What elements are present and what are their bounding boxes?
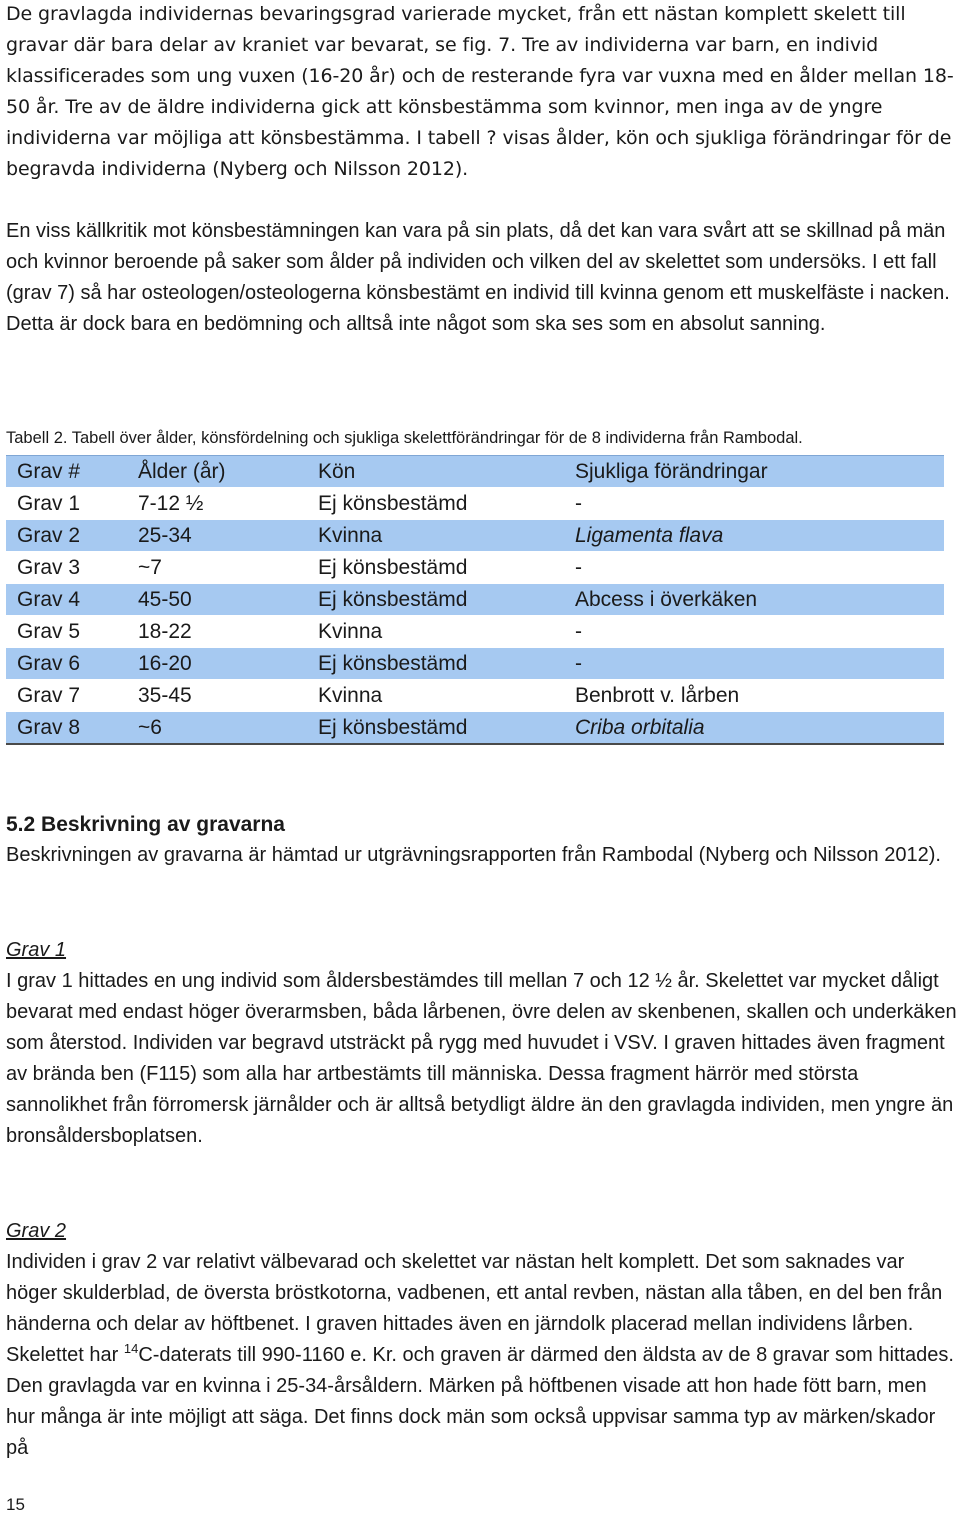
grave-table (6, 455, 944, 745)
table-cell: 16-20 (127, 648, 307, 680)
grav2-text (6, 1247, 958, 1464)
header-cell: Sjukliga förändringar (564, 456, 944, 488)
table-cell: - (564, 648, 944, 680)
paragraph-preservation: De gravlagda individernas bevaringsgrad varierade mycket, från ett nästan komplett skelett till gravar där bara delar av kraniet var bevarat, se fig. 7. Tre av individerna var barn, en individ klassificerades som ung vuxen (16-20 år) och de resterande fyra var vuxna med en ålder mellan 18-50 år. Tre av de äldre individerna gick att könsbestämma som kvinnor, men inga av de yngre individerna var möjliga att könsbestämma. I tabell ? visas ålder, kön och sjukliga förändringar för de begravda individerna (Nyberg och Nilsson 2012). (6, 3, 954, 180)
header-cell: Grav # (6, 456, 127, 488)
table-cell: Grav 1 (6, 488, 127, 520)
table-cell: - (564, 488, 944, 520)
section-intro: Beskrivningen av gravarna är hämtad ur utgrävningsrapporten från Rambodal (Nyberg och Nilsson 2012). (6, 844, 941, 866)
grav1-text: I grav 1 hittades en ung individ som åldersbestämdes till mellan 7 och 12 ½ år. Skelettet var mycket dåligt bevarat med endast höger överarmsben, båda lårbenen, övre delen av skenbenen, skallen och underkäken som återstod. Individen var begravd utsträckt på rygg med huvudet i VSV. I graven hittades även fragment av brända ben (F115) som alla har artbestämts till människa. Dessa fragment härrör med största sannolikhet från förromersk järnålder och är alltså betydligt äldre än den gravlagda individen, men yngre än bronsåldersboplatsen. (6, 970, 957, 1147)
table-cell: 7-12 ½ (127, 488, 307, 520)
table-row (6, 616, 944, 648)
table-cell: Kvinna (307, 680, 564, 712)
page-number: 15 (6, 1495, 25, 1514)
isotope-superscript: 14 (123, 1341, 139, 1356)
table-cell: ~6 (127, 712, 307, 745)
grav2-text-part1: Individen i grav 2 var relativt välbevarad och skelettet var nästan helt komplett. Det som saknades var höger skulderblad, de översta bröstkotorna, vadbenen, ett antal revben, nästan alla tåben, en del ben från händerna och delar av höftbenet. I graven hittades även en järndolk placerad mellan individens lårben. Skelettet har (6, 1251, 943, 1366)
table-cell: Ej könsbestämd (307, 552, 564, 584)
table-cell: Abcess i överkäken (564, 584, 944, 616)
table-row (6, 552, 944, 584)
table-cell: Ej könsbestämd (307, 648, 564, 680)
header-cell: Ålder (år) (127, 456, 307, 488)
table-caption: Tabell 2. Tabell över ålder, könsfördelning och sjukliga skelettförändringar för de 8 individerna från Rambodal. (6, 429, 803, 447)
table-cell: Grav 3 (6, 552, 127, 584)
table-cell: Grav 8 (6, 712, 127, 745)
table-cell: Criba orbitalia (564, 712, 944, 745)
section-heading: 5.2 Beskrivning av gravarna (6, 813, 285, 836)
table-cell: 45-50 (127, 584, 307, 616)
paragraph-source-criticism: En viss källkritik mot könsbestämningen kan vara på sin plats, då det kan vara svårt att se skillnad på män och kvinnor beroende på saker som ålder på individen och vilken del av skelettet som undersöks. I ett fall (grav 7) så har osteologen/osteologerna könsbestämt en individ till kvinna genom ett muskelfäste i nacken. Detta är dock bara en bedömning och alltså inte något som ska ses som en absolut sanning. (6, 220, 950, 335)
table-cell: Grav 7 (6, 680, 127, 712)
grav2-heading: Grav 2 (6, 1220, 67, 1242)
table-cell: Grav 5 (6, 616, 127, 648)
table-cell: Ej könsbestämd (307, 712, 564, 745)
table-cell: Kvinna (307, 520, 564, 552)
table-cell: 18-22 (127, 616, 307, 648)
table-row (6, 680, 944, 712)
table-cell: Grav 4 (6, 584, 127, 616)
table-row (6, 584, 944, 616)
table-cell: ~7 (127, 552, 307, 584)
table-cell: Grav 6 (6, 648, 127, 680)
table-cell: 35-45 (127, 680, 307, 712)
table-cell: Benbrott v. lårben (564, 680, 944, 712)
table-cell: - (564, 616, 944, 648)
header-cell: Kön (307, 456, 564, 488)
grav1-heading: Grav 1 (6, 939, 67, 961)
grav2-text-part2: C-daterats till 990-1160 e. Kr. och graven är därmed den äldsta av de 8 gravar som hittades. Den gravlagda var en kvinna i 25-34-årsåldern. Märken på höftbenen visade att hon hade fött barn, men hur många är inte möjligt att säga. Det finns dock män som också uppvisar samma typ av märken/skador på (6, 1344, 954, 1459)
table-cell: Kvinna (307, 616, 564, 648)
table-cell: Grav 2 (6, 520, 127, 552)
table-cell: Ej könsbestämd (307, 584, 564, 616)
table-cell: Ej könsbestämd (307, 488, 564, 520)
table-cell: Ligamenta flava (564, 520, 944, 552)
table-row (6, 648, 944, 680)
table-row (6, 488, 944, 520)
table-cell: 25-34 (127, 520, 307, 552)
table-row (6, 520, 944, 552)
table-cell: - (564, 552, 944, 584)
table-row (6, 712, 944, 745)
table-header-row (6, 456, 944, 488)
